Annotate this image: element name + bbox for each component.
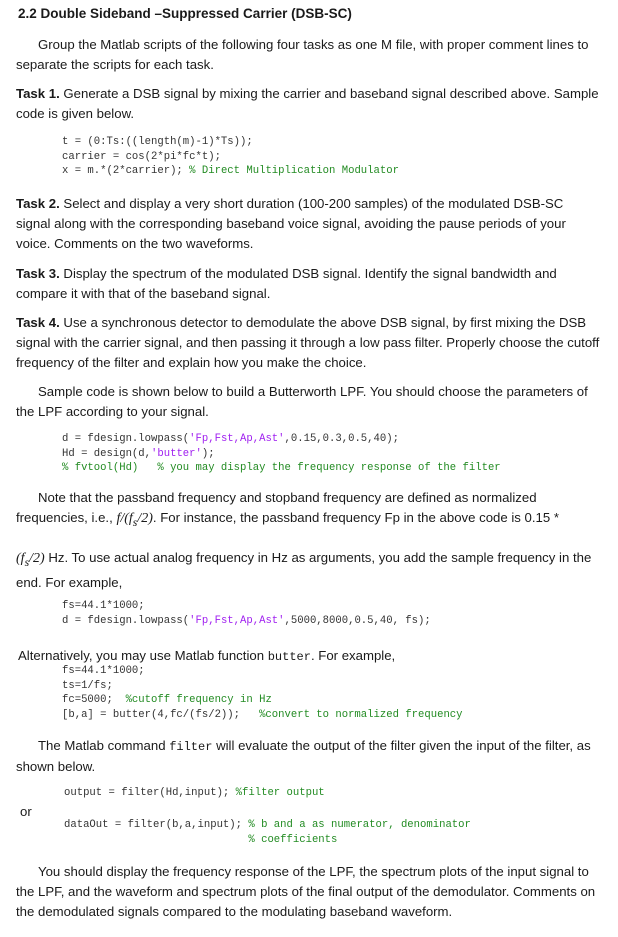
command-name: filter — [169, 740, 213, 754]
task1-code-block — [62, 135, 399, 179]
note-text: Hz. To use actual analog frequency in Hz as arguments, you add the sample frequency in the end. For example, — [16, 550, 592, 590]
closing-paragraph — [16, 862, 600, 922]
math-sub: s — [132, 515, 138, 529]
code-segment: Hd = design(d, — [62, 447, 152, 460]
example-code-block — [62, 599, 431, 628]
code-comment: % fvtool(Hd) — [62, 462, 158, 475]
code-segment: ,0.15,0.3,0.5,40); — [284, 433, 399, 445]
code-segment: [b,a] = butter(4,fc/(fs/2)); — [62, 708, 260, 721]
math-part: /2) — [137, 511, 153, 526]
code-segment: d = fdesign.lowpass( — [62, 614, 190, 627]
filter-dataout-code — [64, 818, 471, 847]
code-comment: % coefficients — [248, 833, 338, 846]
code-comment: %filter output — [235, 787, 325, 799]
butter-sample-text: Sample code is shown below to build a Butterworth LPF. You should choose the parameters of the LPF according to your signal. — [16, 384, 588, 419]
butter-sample-paragraph — [16, 382, 600, 422]
code-string: 'Fp,Fst,Ap,Ast' — [189, 433, 285, 445]
math-part: (f — [16, 551, 25, 566]
function-name: butter — [267, 650, 311, 664]
intro-text: Group the Matlab scripts of the following four tasks as one M file, with proper comment lines to separate the scripts for each task. — [16, 37, 589, 72]
math-part: /2) — [29, 551, 45, 566]
code-comment: %convert to normalized frequency — [259, 708, 463, 721]
butter-function-code-block — [62, 664, 463, 722]
code-segment: output = filter(Hd,input); — [64, 787, 236, 799]
task3-paragraph — [16, 264, 600, 304]
code-segment: ,5000,8000,0.5,40, fs); — [284, 614, 431, 627]
code-line: x = m.*(2*carrier); — [62, 165, 190, 178]
code-segment: ); — [201, 447, 215, 460]
butter-code-block — [62, 432, 501, 476]
code-comment: % b and a as numerator, denominator — [248, 819, 471, 831]
code-comment: %cutoff frequency in Hz — [125, 694, 272, 707]
math-sub: s — [24, 555, 30, 569]
math-part: f/(f — [116, 511, 133, 526]
task3-text: Display the spectrum of the modulated DSB signal. Identify the signal bandwidth and compare it with that of the baseband signal. — [16, 266, 557, 301]
code-comment: % you may display the frequency response of the filter — [157, 462, 501, 475]
section-title: 2.2 Double Sideband –Suppressed Carrier (DSB-SC) — [18, 6, 352, 21]
filter-text: The Matlab command — [38, 738, 170, 753]
note-text: . For instance, the passband frequency Fp in the above code is 0.15 * — [152, 510, 560, 525]
code-string: 'Fp,Fst,Ap,Ast' — [189, 614, 285, 627]
task2-paragraph — [16, 194, 600, 254]
task4-text: Use a synchronous detector to demodulate the above DSB signal, by first mixing the DSB signal with the carrier signal, and then passing it through a low pass filter. Properly choose the cutoff frequency of the filter and explain how you make the choice. — [16, 315, 600, 370]
code-line: ts=1/fs; — [62, 679, 113, 692]
code-segment: fc=5000; — [62, 694, 126, 707]
task3-label: Task 3. — [16, 266, 60, 281]
code-line: fs=44.1*1000; — [62, 665, 145, 677]
note-continued-paragraph — [16, 548, 600, 593]
code-indent — [64, 834, 248, 846]
note-paragraph — [16, 488, 600, 533]
filter-text: will evaluate the output of the filter given the input of the filter, as shown below. — [16, 738, 591, 774]
task4-label: Task 4. — [16, 315, 60, 330]
code-string: 'butter' — [151, 447, 202, 460]
task4-paragraph — [16, 313, 600, 373]
task2-label: Task 2. — [16, 196, 60, 211]
code-line: carrier = cos(2*pi*fc*t); — [62, 150, 221, 163]
closing-text: You should display the frequency response of the LPF, the spectrum plots of the input signal to the LPF, and the waveform and spectrum plots of the final output of the demodulator. Comments on the demodulated signals compared to the modulating baseband waveform. — [16, 864, 596, 919]
code-comment: % Direct Multiplication Modulator — [189, 165, 399, 178]
math-expression — [116, 511, 153, 529]
task1-label: Task 1. — [16, 86, 60, 101]
intro-paragraph — [16, 35, 600, 75]
filter-output-code — [64, 786, 325, 801]
filter-command-paragraph — [16, 736, 600, 777]
code-segment: d = fdesign.lowpass( — [62, 433, 190, 445]
task2-text: Select and display a very short duration (100-200 samples) of the modulated DSB-SC signal along with the corresponding baseband voice signal, avoiding the pause periods of your voice. Comments on the two waveforms. — [16, 196, 566, 251]
code-segment: dataOut = filter(b,a,input); — [64, 819, 249, 831]
note-text: Note that the passband frequency and stopband frequency are defined as normalized frequencies, i.e., — [16, 490, 537, 525]
task1-paragraph — [16, 84, 600, 124]
code-line: t = (0:Ts:((length(m)-1)*Ts)); — [62, 136, 253, 148]
math-expression — [16, 551, 45, 569]
or-label: or — [20, 804, 32, 819]
alt-text: . For example, — [310, 648, 396, 663]
task1-text: Generate a DSB signal by mixing the carrier and baseband signal described above. Sample code is given below. — [16, 86, 599, 121]
code-line: fs=44.1*1000; — [62, 600, 145, 612]
alt-text: Alternatively, you may use Matlab function — [18, 648, 268, 663]
